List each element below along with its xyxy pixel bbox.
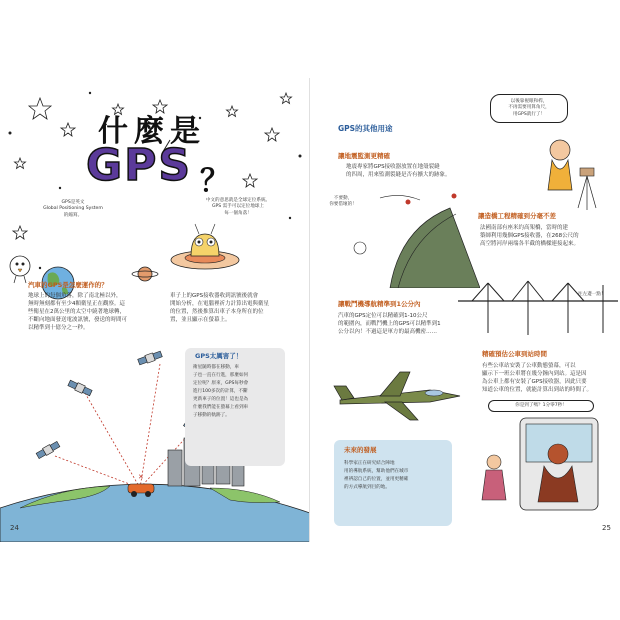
gps-english-bubble <box>28 200 118 219</box>
text-line: 高空將河岸兩端各半截的橋樑連接起來。 <box>480 241 580 247</box>
left-page <box>0 78 310 542</box>
text-line: 公分以內！不過這是軍方的最高機密…… <box>338 329 438 335</box>
title-gps: GPS <box>86 140 193 191</box>
quake-speech-bubble <box>318 196 368 209</box>
bubble-line: 的縮寫。 <box>63 212 83 218</box>
car-gps-paragraph-2 <box>170 292 300 324</box>
text-line: 的位置，然後推算出車子本身所在的位 <box>170 309 264 315</box>
bubble-line: 不再需要用算角尺， <box>508 105 550 111</box>
bubble-line: 以後靠視眼和桿， <box>510 99 548 104</box>
text-line: 築師利用幾個GPS接收器，在268公尺的 <box>480 233 579 239</box>
text-line: 什麼我們能在螢幕上看到車 <box>193 405 249 410</box>
text-line: 定位呢？原來，GPS每秒會 <box>193 381 249 386</box>
text-line: 車子上的GPS接收器收到訊號後就會 <box>170 293 259 299</box>
bridge-text <box>480 224 615 248</box>
gps-chinese-bubble <box>188 198 288 217</box>
page-number-left: 24 <box>10 524 19 532</box>
right-page <box>310 78 620 542</box>
quake-text <box>346 163 486 179</box>
section-heading-car-gps: 汽車的GPS是怎麼運作的？ <box>28 281 108 289</box>
text-line: 以精準到十億分之一秒。 <box>28 325 89 331</box>
text-line: 置，並且顯示在螢幕上。 <box>170 317 231 323</box>
other-uses-title: GPS的其他用途 <box>338 124 393 133</box>
bubble-line: GPS是英文 <box>61 200 85 205</box>
bubble-line: 用GPS就行了！ <box>512 111 546 117</box>
text-line: 裡辨認自己的位置，並用更精確 <box>344 477 409 482</box>
text-line: 進行100多次的計算，不斷 <box>193 389 248 394</box>
text-line: 科學家正在研究結合陣地 <box>344 461 395 466</box>
bubble-line: Global Positioning System <box>43 206 103 212</box>
bridge-speech-bubble: 往左邊一點！ <box>578 292 606 297</box>
text-line: 的四周，用來監測裂縫是否有擴大的跡象。 <box>346 172 451 178</box>
bubble-line: 中文的意思就是全球定位系統。 <box>205 198 271 203</box>
bubble-line: 每一個角落！ <box>224 210 252 216</box>
text-line: 知道公車的位置，就能計算出到站的時間了。 <box>482 387 593 393</box>
future-text <box>344 460 448 492</box>
bubble-line: 你要借壞的！ <box>329 202 357 208</box>
text-line: 顯示下一班公車將在幾分鐘內到站。這是因 <box>482 371 587 377</box>
surveyor-speech-bubble <box>490 94 568 123</box>
quake-heading: 讓地震監測更精確 <box>338 152 390 160</box>
text-line: 汽車的GPS定位可以精確到1-10公尺 <box>338 313 428 319</box>
text-line: 地震專家將GPS接收器放置在地殼裂縫 <box>346 164 440 170</box>
text-line: 有些公車站安裝了公車動態螢幕，可以 <box>482 363 576 369</box>
plane-heading: 讓戰鬥機導航精準到1公分內 <box>338 300 421 308</box>
title-what-is: 什麼是 <box>98 114 206 149</box>
text-line: 地球上的每個角落，除了南北極以外， <box>28 293 122 299</box>
bridge-illustration <box>458 273 618 343</box>
text-line: 衛星隨時都在移動，車 <box>193 365 239 370</box>
fighter-jet-illustration <box>330 360 470 430</box>
bus-speech-bubble: 你是到了嗎？1分零7秒！ <box>488 400 594 412</box>
bus-text <box>482 362 617 394</box>
bus-driver-illustration <box>480 414 600 514</box>
text-line: 子移動的軌跡了。 <box>193 413 230 418</box>
car-gps-paragraph-1 <box>28 292 163 332</box>
surveyor-illustration <box>540 128 615 218</box>
bridge-heading: 讓造橋工程精確到分毫不差 <box>478 212 556 220</box>
text-line: 些衛星在2萬公里的太空中繞著地球轉， <box>28 309 126 315</box>
bubble-line: 不要動， <box>333 196 353 201</box>
svg-text:✕: ✕ <box>138 473 144 481</box>
page-number-right: 25 <box>602 524 611 532</box>
text-line: 的方式導航到目的地。 <box>344 485 390 490</box>
box-heading: GPS太厲害了！ <box>195 352 243 360</box>
text-line: 不斷向地面發送電波訊號，發送的時間可 <box>28 317 128 323</box>
text-line: 法國南部有座米約高架橋，當時的建 <box>480 225 569 231</box>
box-text <box>193 364 281 420</box>
gps-amazing-box <box>185 348 285 466</box>
text-line: 的範圍內，而戰鬥機上的GPS可以精準到1 <box>338 321 441 327</box>
bubble-line: GPS 需手可以定位地球上 <box>211 204 265 210</box>
book-spread <box>0 78 620 542</box>
plane-text <box>338 312 478 336</box>
future-box <box>334 440 452 526</box>
future-heading: 未來的發展 <box>344 446 377 454</box>
text-line: 子也一直在行進，那麼如何 <box>193 373 249 378</box>
text-line: 更新車子的位置！這也是為 <box>193 397 249 402</box>
alien-ufo-illustration <box>165 218 245 276</box>
title-question-mark: ？ <box>200 164 230 199</box>
text-line: 用的導航系統，幫助他們在城市 <box>344 469 409 474</box>
text-line: 無時無刻都有至少4顆衛星正在觀察。這 <box>28 301 126 307</box>
bus-heading: 精確預估公車到站時間 <box>482 350 547 358</box>
text-line: 為公車上都有安裝了GPS接收器，因此只要 <box>482 379 587 385</box>
text-line: 開始分析，在電腦裡祈力計算出電與衛星 <box>170 301 270 307</box>
